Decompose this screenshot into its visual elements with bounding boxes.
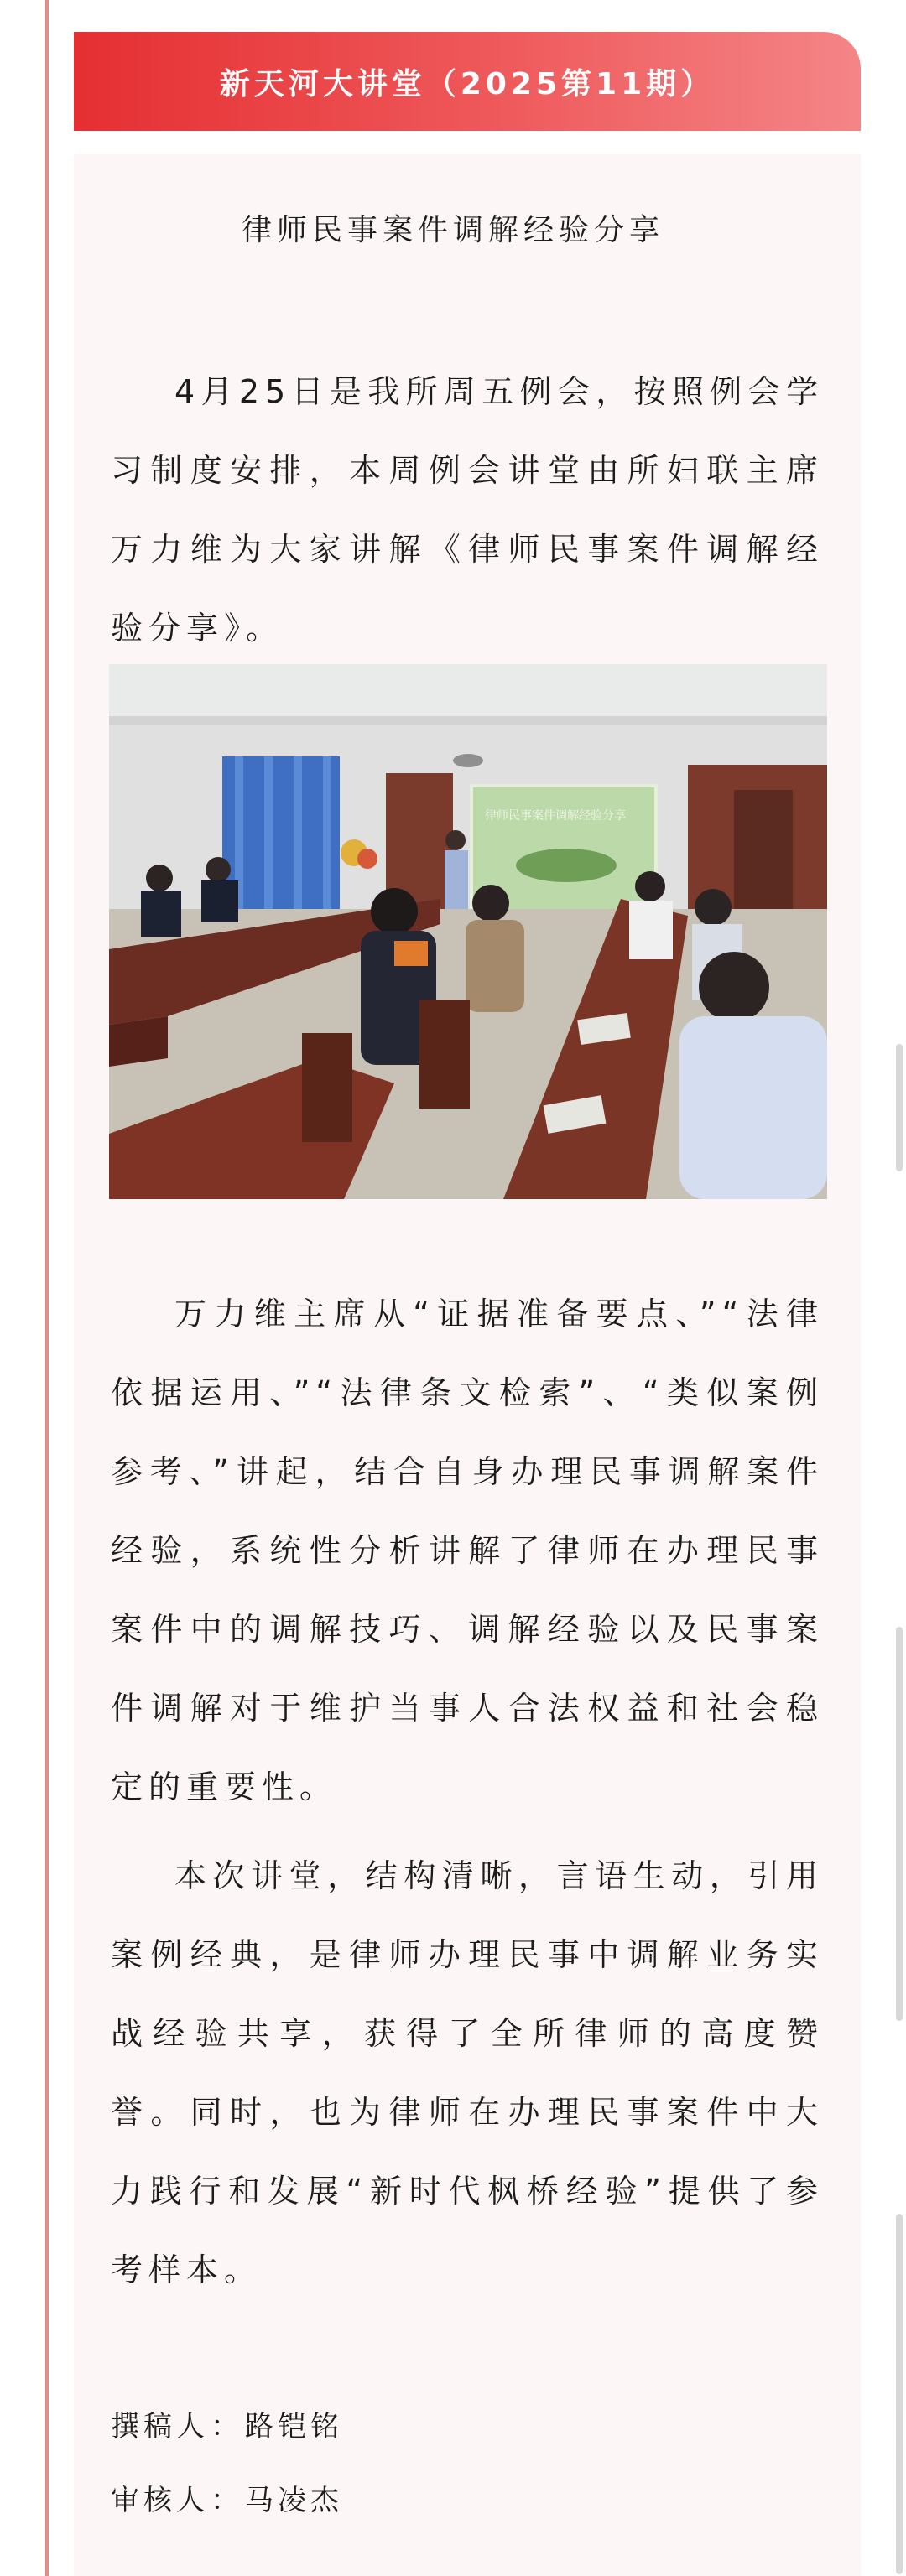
header-banner: [74, 32, 861, 131]
reviewer-label: 审核人: [111, 2484, 209, 2517]
author-label: 撰稿人: [111, 2410, 209, 2444]
scroll-indicator: [896, 2214, 903, 2574]
left-decorative-rule: [45, 0, 49, 2576]
reviewer-separator: ：: [211, 2484, 243, 2517]
projection-screen-text: 律师民事案件调解经验分享: [485, 809, 626, 823]
reviewer-name: 马凌杰: [245, 2484, 343, 2517]
paragraph-content: 万力维主席从“证据准备要点、”“法律依据运用、”“法律条文检索”、“类似案例参考、”讲起，结合自身办理民事调解案件经验，系统性分析讲解了律师在办理民事案件中的调解技巧、调解经验以及民事案件调解对于维护当事人合法权益和社会稳定的重要性。: [111, 1296, 824, 1805]
banner-title: 新天河大讲堂（2025第11期）: [219, 66, 716, 101]
credit-reviewer: [111, 2477, 343, 2518]
paragraph-intro: 4月25日是我所周五例会，按照例会学习制度安排，本周例会讲堂由所妇联主席万力维为大家讲解《律师民事案件调解经验分享》。: [111, 373, 824, 647]
paragraph-summary: 本次讲堂，结构清晰，言语生动，引用案例经典，是律师办理民事中调解业务实战经验共享，获得了全所律师的高度赞誉。同时，也为律师在办理民事案件中大力践行和发展“新时代枫桥经验”提供了参考样本。: [111, 1857, 824, 2288]
credit-author: [111, 2403, 343, 2444]
author-separator: ：: [211, 2410, 243, 2444]
meeting-photo: [109, 664, 827, 1199]
scroll-indicator: [896, 1627, 903, 2021]
author-name: 路铠铭: [245, 2410, 343, 2444]
scroll-indicator: [896, 1044, 903, 1171]
article-title: 律师民事案件调解经验分享: [241, 213, 664, 247]
